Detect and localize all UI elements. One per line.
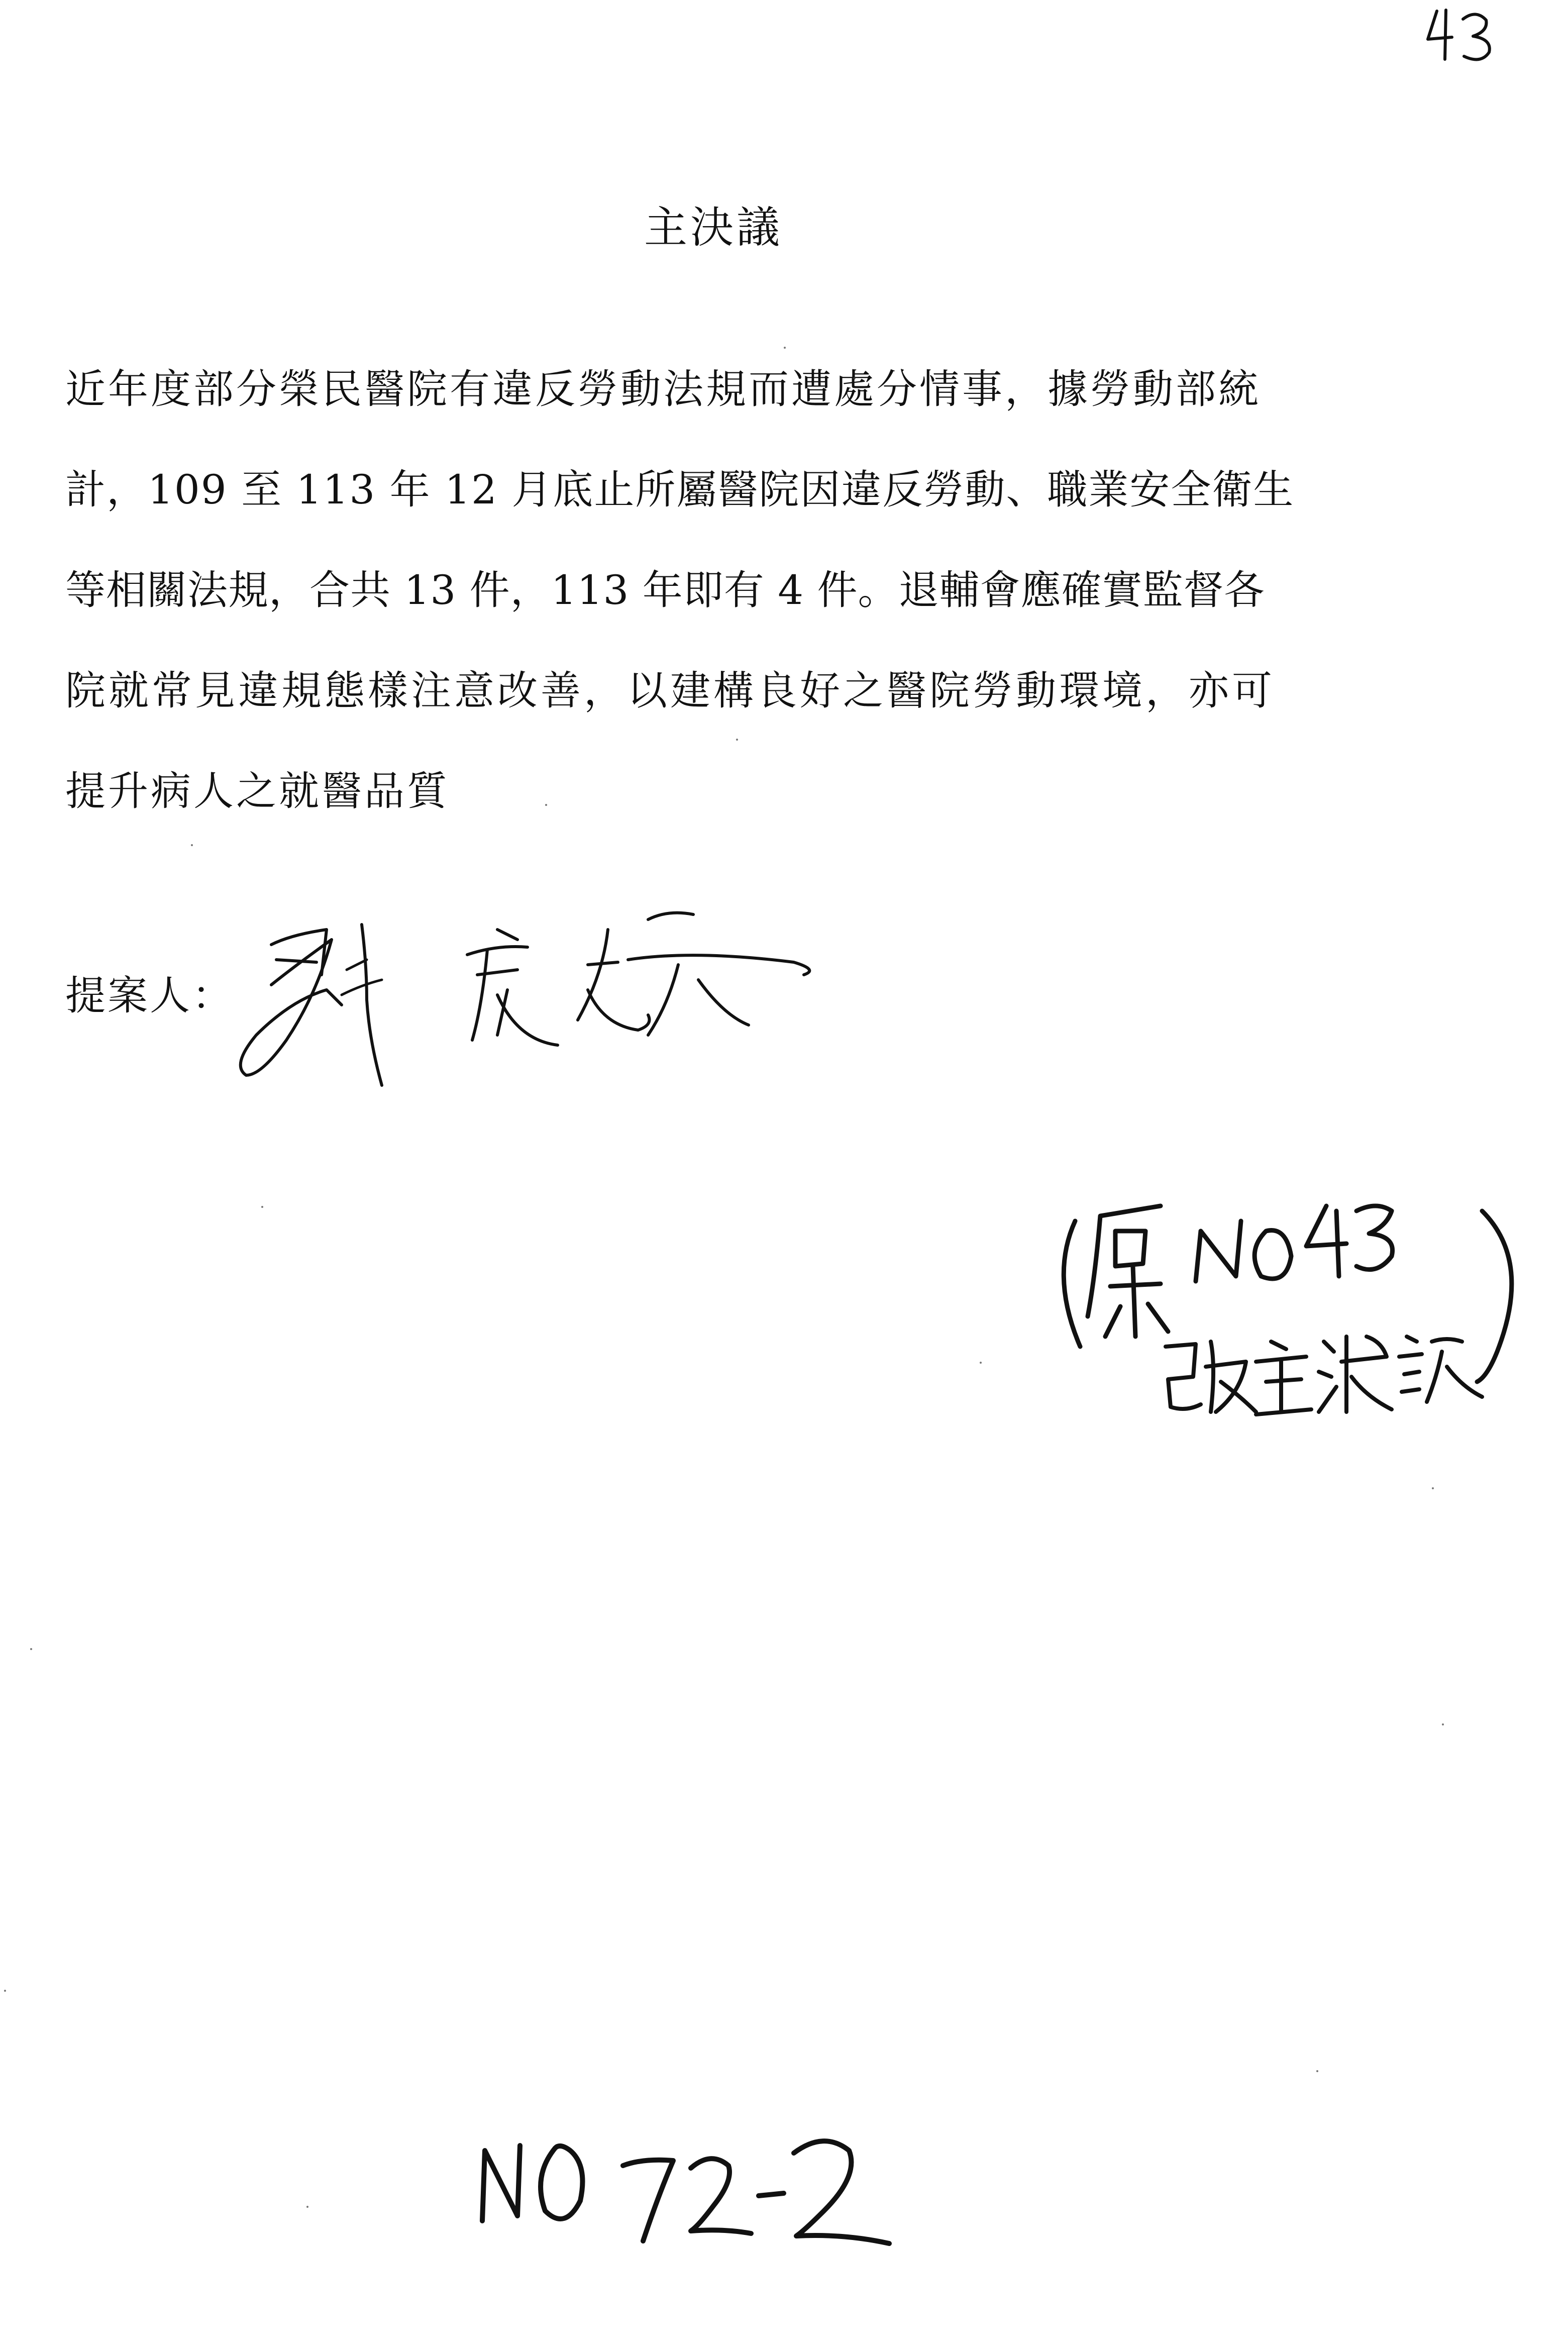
document-title: 主決議 [644, 202, 783, 253]
scan-speck [1442, 1723, 1444, 1725]
scan-speck [980, 1362, 982, 1364]
body-line: 院就常見違規態樣注意改善，以建構良好之醫院勞動環境，亦可 [65, 667, 1275, 714]
handwritten-bottom-number [462, 2110, 914, 2271]
scan-speck [4, 1990, 6, 1992]
scan-speck [1432, 1487, 1434, 1489]
scan-speck [736, 739, 738, 741]
proposer-signature [216, 874, 869, 1126]
body-line: 等相關法規，合共 13 件，113 年即有 4 件。退輔會應確實監督各 [65, 567, 1265, 614]
scan-speck [784, 347, 786, 349]
scan-speck [545, 804, 547, 806]
body-line: 提升病人之就醫品質 [65, 768, 450, 814]
body-line: 近年度部分榮民醫院有違反勞動法規而遭處分情事，據勞動部統 [65, 366, 1261, 413]
scan-speck [261, 1206, 263, 1208]
handwritten-page-number [1417, 0, 1507, 70]
scan-speck [306, 2206, 308, 2208]
proposer-label: 提案人： [65, 972, 234, 1019]
handwritten-margin-note [1045, 1176, 1522, 1457]
body-line: 計，109 至 113 年 12 月底止所屬醫院因違反勞動、職業安全衛生 [65, 466, 1295, 513]
scan-speck [1316, 2070, 1318, 2072]
scan-speck [30, 1648, 32, 1650]
scan-speck [191, 844, 193, 846]
